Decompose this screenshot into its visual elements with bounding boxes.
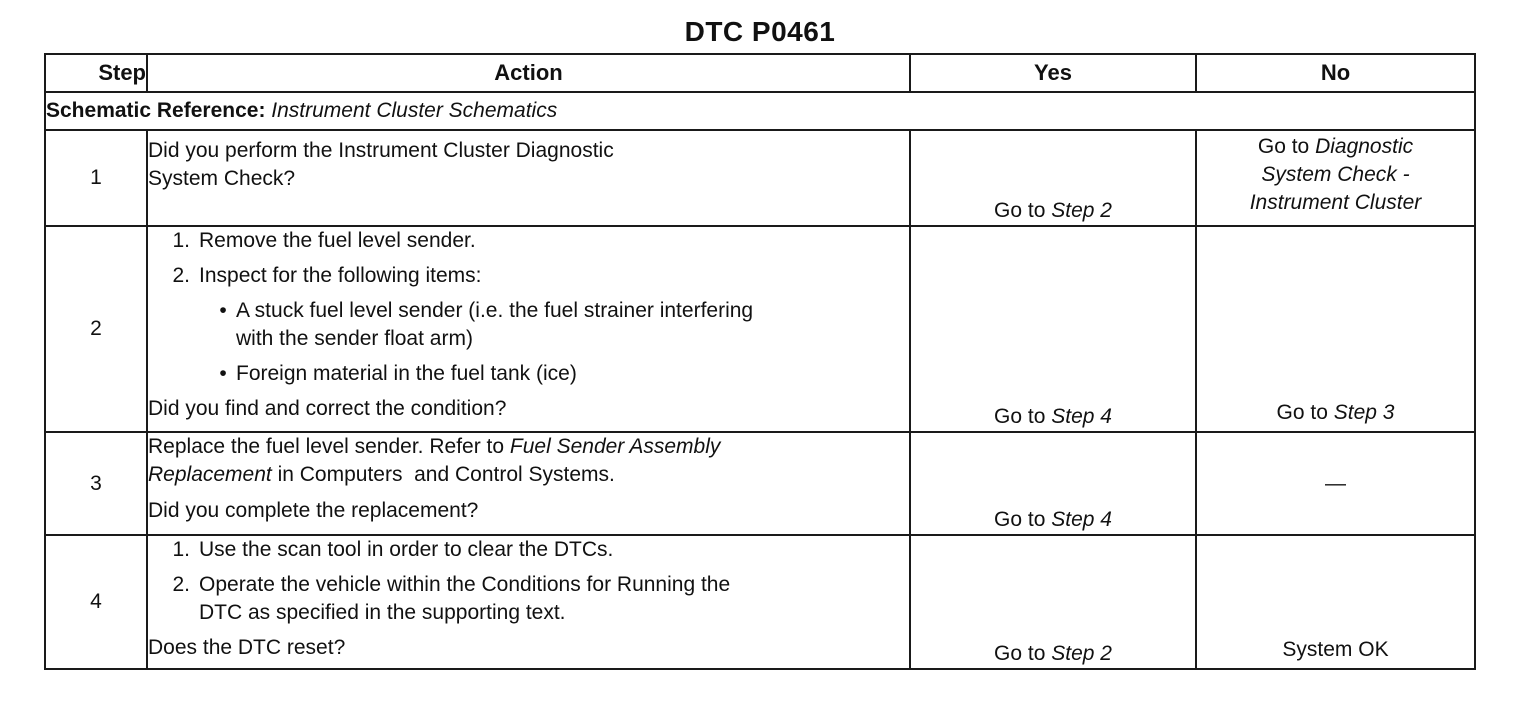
question-text: Did you find and correct the condition? — [148, 397, 507, 420]
step-link[interactable]: Step 2 — [1051, 199, 1112, 222]
step-link[interactable]: Step 4 — [1051, 508, 1112, 531]
step-number: 1 — [45, 130, 147, 226]
step-number: 2 — [45, 226, 147, 432]
instruction-text: Replace the fuel level sender. Refer to Fuel Sender Assembly Replacement in Computers and Control Systems. — [148, 435, 721, 486]
table-row — [45, 432, 1475, 535]
reference-link[interactable]: Replacement — [148, 463, 272, 486]
action-cell — [147, 226, 910, 432]
step-link[interactable]: Step 3 — [1333, 401, 1395, 424]
no-cell: System OK — [1196, 535, 1475, 669]
diagnostic-link[interactable]: Diagnostic — [1315, 135, 1414, 158]
bullet-item: • Foreign material in the fuel tank (ice) — [219, 362, 577, 385]
question-text: Does the DTC reset? — [148, 636, 346, 659]
list-item: 2. Inspect for the following items: — [172, 264, 482, 287]
action-cell — [147, 535, 910, 669]
step-link[interactable]: Step 4 — [1051, 405, 1112, 428]
step-number: 3 — [45, 432, 147, 535]
schematic-reference-row — [45, 92, 1475, 130]
step-header: Step — [45, 54, 147, 92]
question-text: Did you perform the Instrument Cluster Diagnostic — [148, 139, 614, 162]
yes-cell: Go to Step 4 — [910, 226, 1196, 432]
no-header: No — [1196, 54, 1475, 92]
diagnostic-link[interactable]: Instrument Cluster — [1249, 191, 1422, 214]
list-item: 2. Operate the vehicle within the Conditions for Running the DTC as specified in the supporting text. — [172, 573, 731, 624]
schematic-label: Schematic Reference: — [46, 99, 266, 122]
schematic-reference — [45, 92, 1475, 130]
question-text: System Check? — [148, 167, 296, 190]
diagnostic-table — [44, 53, 1476, 670]
action-cell — [147, 432, 910, 535]
diagnostic-link[interactable]: System Check - — [1261, 163, 1410, 186]
yes-cell: Go to Step 2 — [910, 535, 1196, 669]
step-number: 4 — [45, 535, 147, 669]
no-cell: — — [1196, 432, 1475, 535]
no-cell: Go to Diagnostic System Check - Instrument Cluster — [1196, 130, 1475, 226]
yes-header: Yes — [910, 54, 1196, 92]
action-header: Action — [147, 54, 910, 92]
step-link[interactable]: Step 2 — [1051, 642, 1112, 665]
action-cell — [147, 130, 910, 226]
list-item: 1. Use the scan tool in order to clear the DTCs. — [172, 538, 614, 561]
header-row — [45, 54, 1475, 92]
list-item: 1. Remove the fuel level sender. — [172, 229, 476, 252]
reference-link[interactable]: Fuel Sender Assembly — [509, 435, 721, 458]
table-row — [45, 130, 1475, 226]
page-title: DTC P0461 — [684, 16, 836, 47]
yes-cell: Go to Step 4 — [910, 432, 1196, 535]
schematic-link[interactable]: Instrument Cluster Schematics — [271, 99, 558, 122]
no-cell: Go to Step 3 — [1196, 226, 1475, 432]
table-row — [45, 535, 1475, 669]
question-text: Did you complete the replacement? — [148, 499, 479, 522]
table-row — [45, 226, 1475, 432]
bullet-item: • A stuck fuel level sender (i.e. the fuel strainer interfering with the sender float arm) — [219, 299, 754, 350]
yes-cell: Go to Step 2 — [910, 130, 1196, 226]
